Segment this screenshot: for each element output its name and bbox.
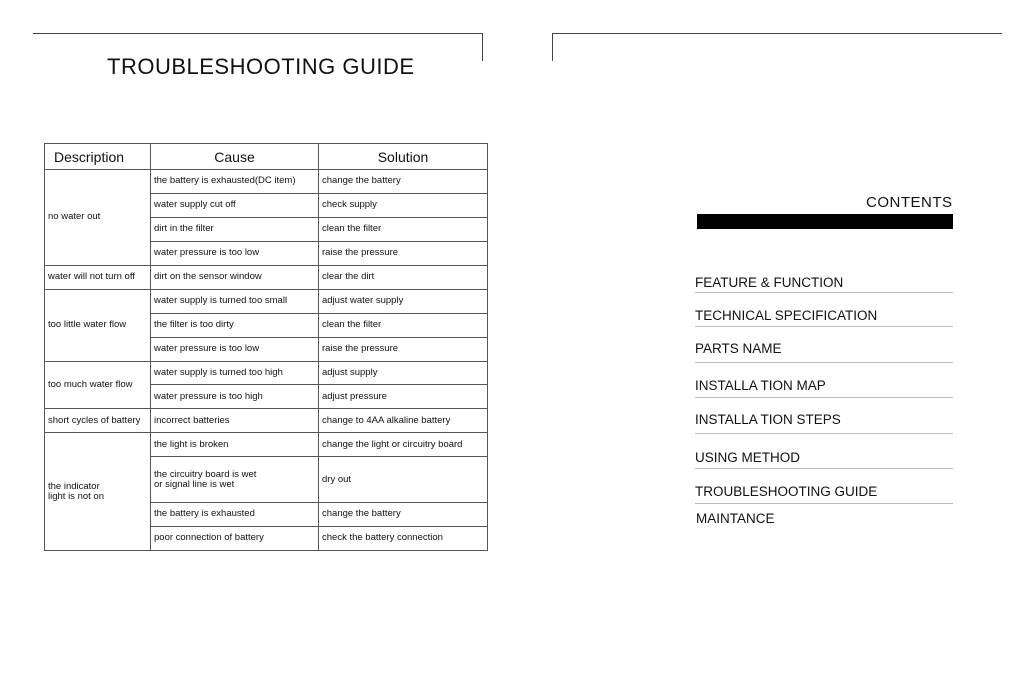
table-row: [45, 289, 488, 313]
table-row: [45, 433, 488, 457]
toc-divider: [695, 362, 953, 363]
solution-cell: check supply: [319, 193, 488, 217]
solution-cell: raise the pressure: [319, 337, 488, 361]
solution-cell: adjust water supply: [319, 289, 488, 313]
cause-cell: incorrect batteries: [151, 409, 319, 433]
cause-line: or signal line is wet: [154, 478, 235, 490]
cause-cell: water pressure is too low: [151, 241, 319, 265]
cause-cell: dirt in the filter: [151, 217, 319, 241]
solution-cell: change the light or circuitry board: [319, 433, 488, 457]
cause-cell: [151, 457, 319, 503]
description-cell: water will not turn off: [45, 265, 151, 289]
left-page-corner-rule: [482, 33, 483, 61]
header-cause: Cause: [151, 144, 319, 170]
solution-cell: clear the dirt: [319, 265, 488, 289]
description-cell: too little water flow: [45, 289, 151, 361]
cause-cell: the filter is too dirty: [151, 313, 319, 337]
cause-cell: the battery is exhausted: [151, 502, 319, 526]
table-row: [45, 361, 488, 385]
toc-divider: [695, 326, 953, 327]
toc-divider: [695, 292, 953, 293]
solution-cell: clean the filter: [319, 313, 488, 337]
solution-cell: change to 4AA alkaline battery: [319, 409, 488, 433]
description-line: light is not on: [48, 490, 104, 502]
contents-title: CONTENTS: [866, 194, 953, 211]
left-page-top-rule: [33, 33, 483, 34]
description-cell: [45, 433, 151, 551]
cause-cell: the light is broken: [151, 433, 319, 457]
header-description: Description: [45, 144, 151, 170]
solution-cell: adjust pressure: [319, 385, 488, 409]
toc-item-installation-map[interactable]: INSTALLA TION MAP: [695, 378, 826, 393]
toc-item-troubleshooting-guide[interactable]: TROUBLESHOOTING GUIDE: [695, 484, 878, 499]
solution-cell: check the battery connection: [319, 526, 488, 550]
toc-divider: [695, 397, 953, 398]
description-cell: short cycles of battery: [45, 409, 151, 433]
solution-cell: clean the filter: [319, 217, 488, 241]
contents-header-bar: [697, 214, 953, 229]
toc-divider: [695, 433, 953, 434]
page-title: TROUBLESHOOTING GUIDE: [107, 54, 415, 79]
cause-cell: water supply cut off: [151, 193, 319, 217]
toc-item-parts-name[interactable]: PARTS NAME: [695, 341, 782, 356]
cause-cell: poor connection of battery: [151, 526, 319, 550]
toc-item-technical-specification[interactable]: TECHNICAL SPECIFICATION: [695, 308, 878, 323]
right-page-top-rule: [552, 33, 1002, 34]
cause-cell: the battery is exhausted(DC item): [151, 170, 319, 194]
cause-cell: water pressure is too low: [151, 337, 319, 361]
table-row: [45, 170, 488, 194]
cause-line: the circuitry board is wet: [154, 468, 257, 480]
toc-divider: [695, 503, 953, 504]
solution-cell: adjust supply: [319, 361, 488, 385]
description-cell: too much water flow: [45, 361, 151, 409]
header-solution: Solution: [319, 144, 488, 170]
toc-item-using-method[interactable]: USING METHOD: [695, 450, 801, 465]
solution-cell: dry out: [319, 457, 488, 503]
solution-cell: change the battery: [319, 502, 488, 526]
solution-cell: raise the pressure: [319, 241, 488, 265]
cause-cell: water pressure is too high: [151, 385, 319, 409]
right-page-corner-rule: [552, 33, 553, 61]
toc-item-feature-function[interactable]: FEATURE & FUNCTION: [695, 275, 844, 290]
cause-cell: water supply is turned too small: [151, 289, 319, 313]
toc-item-maintance[interactable]: MAINTANCE: [696, 511, 775, 526]
table-header-row: [45, 144, 488, 170]
toc-item-installation-steps[interactable]: INSTALLA TION STEPS: [695, 412, 841, 427]
troubleshooting-table: [44, 143, 488, 551]
cause-cell: dirt on the sensor window: [151, 265, 319, 289]
solution-cell: change the battery: [319, 170, 488, 194]
table-row: [45, 265, 488, 289]
description-line: the indicator: [48, 480, 100, 492]
description-cell: no water out: [45, 170, 151, 266]
toc-divider: [695, 468, 953, 469]
table-row: [45, 409, 488, 433]
cause-cell: water supply is turned too high: [151, 361, 319, 385]
